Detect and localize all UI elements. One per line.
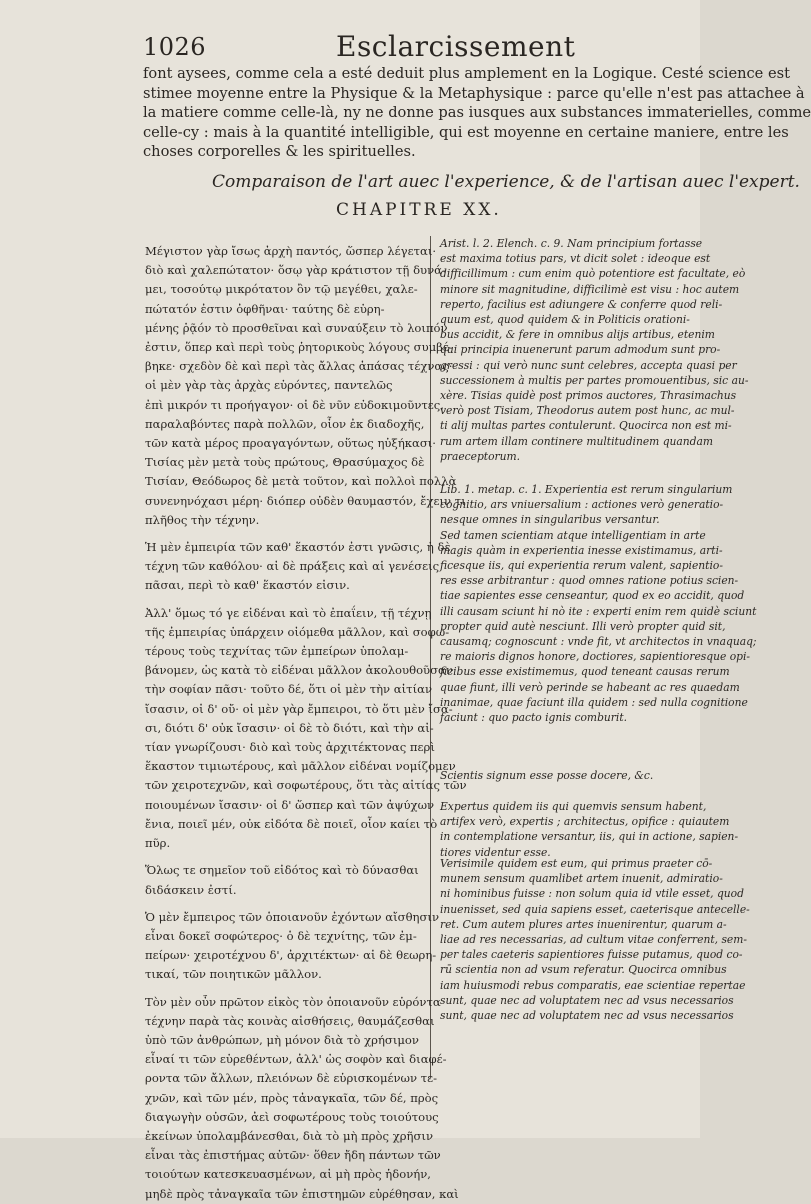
latin-line: ficesque iis, qui experientia rerum valent, sapientio- (440, 559, 723, 573)
greek-line: ὑπὸ τῶν ἀνθρώπων, μὴ μόνον διὰ τὸ χρήσιμον (145, 1032, 419, 1047)
latin-line: res esse arbitrantur : quod omnes ratione potius scien- (440, 574, 739, 588)
latin-line: nesque omnes in singularibus versantur. (440, 513, 660, 527)
latin-line: Expertus quidem iis qui quemvis sensum habent, (440, 800, 707, 813)
latin-note-block (440, 799, 739, 860)
latin-line: illi causam sciunt hi nò ite : experti enim rem quidè sciunt (440, 604, 757, 618)
latin-line: Arist. l. 2. Elench. c. 9. Nam principium fortasse (440, 237, 703, 250)
latin-line: magis quàm in experientia inesse existimamus, arti- (440, 543, 723, 557)
latin-line: successionem à multis per partes promouentibus, sic au- (440, 373, 749, 387)
latin-line: causamq; cognoscunt : vnde fit, vt architectos in vnaquaq; (440, 635, 757, 649)
greek-line: ἔνια, ποιεῖ μέν, οὐκ εἰδότα δὲ ποιεῖ, οἷον καίει τὸ (145, 816, 438, 831)
latin-line: minore sit magnitudine, difficilimè est visu : hoc autem (440, 282, 740, 296)
latin-line: qui principia inuenerunt parum admodum sunt pro- (440, 343, 721, 357)
greek-line: τὴν σοφίαν πᾶσι· τοῦτο δέ, ὅτι οἱ μὲν τὴν αἰτίαν (145, 682, 433, 697)
greek-line: ροντα τῶν ἄλλων, πλειόνων δὲ εὑρισκομένων τε- (145, 1071, 438, 1086)
paragraph-gap (145, 853, 423, 861)
page-number: 1026 (143, 33, 207, 61)
greek-line: τῶν κατὰ μέρος προαγαγόντων, οὕτως ηὐξήκασι· (145, 436, 436, 451)
latin-line: gressi : qui verò nunc sunt celebres, accepta quasi per (440, 358, 737, 372)
latin-line: inanimae, quae faciunt illa quidem : sed nulla cognitione (440, 695, 748, 709)
paragraph-gap (145, 596, 423, 604)
latin-line: tiores videntur esse. (440, 845, 551, 859)
section-title: Comparaison de l'art auec l'experience, & de l'artisan auec l'expert. (212, 172, 800, 192)
latin-line: propter quid autè nesciunt. Illi verò propter quid sit, (440, 619, 726, 633)
greek-line: τίαν γνωρίζουσι· διὸ καὶ τοὺς ἀρχιτέκτονας περὶ (145, 740, 435, 755)
latin-line: bus accidit, & fere in omnibus alijs artibus, etenim (440, 328, 715, 342)
greek-line: συνενηνόχασι μέρη· διόπερ οὐδὲν θαυμαστόν, ἔχειν τι (145, 493, 466, 508)
greek-line: Ἀλλ' ὅμως τό γε εἰδέναι καὶ τὸ ἐπαΐειν, τῇ τέχνῃ (145, 605, 432, 620)
latin-line: praeceptorum. (440, 449, 521, 463)
latin-line: verò post Tisiam, Theodorus autem post hunc, ac mul- (440, 404, 735, 418)
greek-line: πλῆθος τὴν τέχνην. (145, 512, 260, 527)
greek-line: Μέγιστον γὰρ ἴσως ἀρχὴ παντός, ὥσπερ λέγεται· (145, 244, 437, 258)
paragraph-gap (145, 530, 423, 538)
latin-line: reperto, facilius est adiungere & conferre quod reli- (440, 297, 723, 311)
latin-line: quae fiunt, illi verò perinde se habeant ac res quaedam (440, 680, 740, 694)
latin-line: ti alij multas partes contulerunt. Quocirca non est mi- (440, 419, 732, 433)
greek-line: ἐκείνων ὑπολαμβάνεσθαι, διὰ τὸ μὴ πρὸς χρῆσιν (145, 1128, 434, 1143)
latin-line: sunt, quae nec ad voluptatem nec ad vsus necessarios (440, 1009, 734, 1023)
latin-line: est maxima totius pars, vt dicit solet : ideoque est (440, 252, 711, 266)
chapter-heading: CHAPITRE XX. (336, 200, 502, 220)
latin-line: rū scientia non ad vsum referatur. Quocirca omnibus (440, 963, 727, 977)
paragraph-gap (145, 900, 423, 908)
latin-note-block (440, 236, 749, 464)
intro-line: choses corporelles & les spirituelles. (143, 143, 416, 161)
greek-line: ἕκαστον τιμιωτέρους, καὶ μᾶλλον εἰδέναι νομίζομεν (145, 759, 456, 774)
latin-line: ret. Cum autem plures artes inuenirentur, quarum a- (440, 917, 727, 931)
latin-line: faciunt : quo pacto ignis comburit. (440, 711, 628, 725)
latin-line: inuenisset, sed quia sapiens esset, caeterisque antecelle- (440, 902, 750, 916)
greek-line: εἶναι τὰς ἐπιστήμας αὐτῶν· ὅθεν ἤδη πάντων τῶν (145, 1148, 441, 1163)
greek-line: ἴσασιν, οἱ δ' οὔ· οἱ μὲν γὰρ ἔμπειροι, τὸ ὅτι μὲν ἴσα- (145, 701, 453, 716)
greek-line: διδάσκειν ἐστί. (145, 882, 237, 897)
intro-line: celle-cy : mais à la quantité intelligible, qui est moyenne en certaine maniere, entre les (143, 123, 789, 141)
intro-line: font aysees, comme cela a esté deduit plus amplement en la Logique. Cesté science est (143, 65, 790, 82)
greek-line: διαγωγὴν οὐσῶν, ἀεὶ σοφωτέρους τοὺς τοιούτους (145, 1109, 439, 1124)
greek-line: παραλαβόντες παρὰ πολλῶν, οἷον ἐκ διαδοχῆς, (145, 416, 425, 431)
greek-line: πᾶσαι, περὶ τὸ καθ' ἕκαστόν εἰσιν. (145, 578, 350, 593)
greek-line: μηδὲ πρὸς τἀναγκαῖα τῶν ἐπιστημῶν εὑρέθησαν, καὶ (145, 1186, 459, 1201)
greek-line: τοιούτων κατεσκευασμένων, αἱ μὴ πρὸς ἡδονήν, (145, 1167, 431, 1182)
latin-note-block (440, 856, 750, 1023)
greek-line: Τὸν μὲν οὖν πρῶτον εἰκὸς τὸν ὁποιανοῦν εὑρόντα (145, 994, 441, 1009)
latin-line: iam huiusmodi rebus comparatis, eae scientiae repertae (440, 978, 746, 992)
latin-line: per tales caeteris sapientiores fuisse putamus, quod co- (440, 948, 743, 962)
greek-line: σι, διότι δ' οὐκ ἴσασιν· οἱ δὲ τὸ διότι, καὶ τὴν αἰ- (145, 720, 434, 735)
latin-line: Verisimile quidem est eum, qui primus praeter cō- (440, 857, 713, 870)
greek-line: Ὅλως τε σημεῖον τοῦ εἰδότος καὶ τὸ δύνασθαι (145, 863, 419, 878)
latin-line: cognitio, ars vniuersalium : actiones verò generatio- (440, 498, 724, 512)
latin-line: Scientis signum esse posse docere, &c. (440, 769, 654, 782)
greek-line: πείρων· χειροτέχνου δ', ἀρχιτέκτων· αἱ δὲ θεωρη- (145, 948, 437, 963)
greek-line: μένης ῥᾷόν τὸ προσθεῖναι καὶ συναύξειν τὸ λοιπόν (145, 320, 448, 335)
greek-line: Τισίας μὲν μετὰ τοὺς πρώτους, Θρασύμαχος δὲ (145, 455, 425, 470)
greek-line: τέχνην παρὰ τὰς κοινὰς αἰσθήσεις, θαυμάζεσθαι (145, 1013, 435, 1028)
latin-line: sunt, quae nec ad voluptatem nec ad vsus necessarios (440, 993, 734, 1007)
greek-line: τῆς ἐμπειρίας ὑπάρχειν οἰόμεθα μᾶλλον, καὶ σοφω- (145, 624, 450, 639)
paragraph-gap (145, 985, 423, 993)
latin-line: ficibus esse existimemus, quod teneant causas rerum (440, 665, 730, 679)
greek-line: τῶν χειροτεχνῶν, καὶ σοφωτέρους, ὅτι τὰς αἰτίας τῶν (145, 778, 467, 793)
latin-note-block (440, 768, 684, 783)
latin-line: artifex verò, expertis ; architectus, opifice : quiautem (440, 815, 730, 829)
greek-line: Ὁ μὲν ἔμπειρος τῶν ὁποιανοῦν ἐχόντων αἴσθησιν (145, 909, 440, 924)
latin-line: ni hominibus fuisse : non solum quia id vtile esset, quod (440, 887, 744, 901)
latin-line: Sed tamen scientiam atque intelligentiam in arte (440, 528, 706, 542)
latin-line: re maioris dignos honore, doctiores, sapientioresque opi- (440, 650, 751, 664)
latin-line: quum est, quod quidem & in Politicis orationi- (440, 313, 690, 327)
greek-line: οἱ μὲν γὰρ τὰς ἀρχὰς εὑρόντες, παντελῶς (145, 378, 393, 393)
greek-line: μει, τοσούτῳ μικρότατον ὂν τῷ μεγέθει, χαλε- (145, 282, 418, 297)
latin-line: Lib. 1. metap. c. 1. Experientia est rerum singularium (440, 483, 733, 496)
intro-line: la matiere comme celle-là, ny ne donne pas iusques aux substances immaterielles, comme (143, 104, 811, 122)
greek-line: εἶναί τι τῶν εὑρεθέντων, ἀλλ' ὡς σοφὸν καὶ διαφέ- (145, 1052, 447, 1067)
greek-line: χνῶν, καὶ τῶν μέν, πρὸς τἀναγκαῖα, τῶν δέ, πρὸς (145, 1090, 439, 1105)
greek-line: ἐστιν, ὅπερ καὶ περὶ τοὺς ῥητορικοὺς λόγους συμβέ- (145, 340, 453, 355)
intro-line: stimee moyenne entre la Physique & la Metaphysique : parce qu'elle n'est pas attachee à (143, 84, 805, 102)
latin-line: in contemplatione versantur, iis, qui in actione, sapien- (440, 830, 739, 844)
greek-line: ἐπὶ μικρόν τι προήγαγον· οἱ δὲ νῦν εὐδοκιμοῦντες, (145, 397, 444, 412)
latin-line: rum artem illam continere multitudinem quandam (440, 434, 714, 448)
greek-line: ποιουμένων ἴσασιν· οἱ δ' ὥσπερ καὶ τῶν ἀψύχων (145, 797, 435, 812)
greek-line: βάνομεν, ὡς κατὰ τὸ εἰδέναι μᾶλλον ἀκολουθοῦσαν (145, 663, 453, 678)
latin-line: xère. Tisias quidè post primos auctores, Thrasimachus (440, 389, 737, 403)
greek-line: τέχνη τῶν καθόλου· αἱ δὲ πράξεις καὶ αἱ γενέσεις (145, 559, 440, 574)
greek-line: πώτατόν ἐστιν ὀφθῆναι· ταύτης δὲ εὑρη- (145, 301, 385, 316)
latin-line: tiae sapientes esse censeantur, quod ex eo accidit, quod (440, 589, 745, 603)
latin-line: munem sensum quamlibet artem inuenit, admiratio- (440, 872, 723, 886)
latin-line: liae ad res necessarias, ad cultum vitae conferrent, sem- (440, 933, 747, 947)
running-title: Esclarcissement (336, 30, 576, 63)
greek-line: Ἡ μὲν ἐμπειρία τῶν καθ' ἕκαστόν ἐστι γνῶσις, ἡ δὲ (145, 540, 451, 555)
latin-line: difficillimum : cum enim quò potentiore est facultate, eò (440, 267, 746, 281)
greek-line: τικαί, τῶν ποιητικῶν μᾶλλον. (145, 967, 322, 982)
greek-line: πῦρ. (145, 836, 171, 851)
greek-text-column (145, 242, 467, 1204)
greek-line: διὸ καὶ χαλεπώτατον· ὅσῳ γὰρ κράτιστον τῇ δυνά- (145, 263, 446, 278)
greek-line: Τισίαν, Θεόδωρος δὲ μετὰ τοῦτον, καὶ πολλοὶ πολλὰ (145, 474, 457, 489)
greek-line: εἶναι δοκεῖ σοφώτερος· ὁ δὲ τεχνίτης, τῶν ἐμ- (145, 928, 417, 943)
latin-note-block (440, 482, 757, 725)
greek-line: τέρους τοὺς τεχνίτας τῶν ἐμπείρων ὑπολαμ- (145, 644, 409, 659)
greek-line: βηκε· σχεδὸν δὲ καὶ περὶ τὰς ἄλλας ἁπάσας τέχνας· (145, 359, 453, 374)
intro-paragraph (143, 64, 811, 162)
